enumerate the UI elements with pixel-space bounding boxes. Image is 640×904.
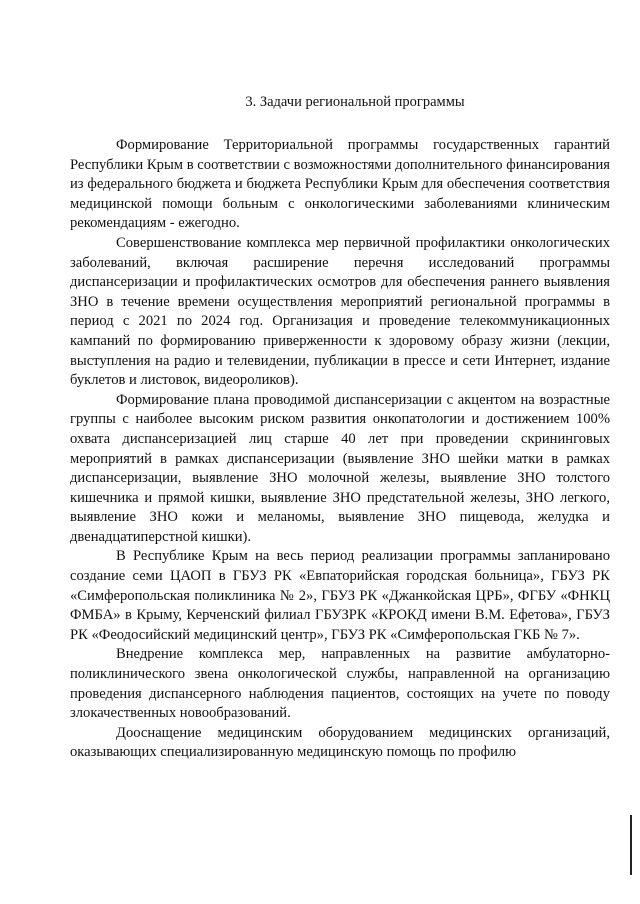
paragraph: Формирование Территориальной программы государственных гарантий Республики Крым в соответствии с возможностями дополнительного финансирования из федерального бюджета и бюджета Республики Крым для обеспечения соответствия медицинской помощи больным с онкологическими заболеваниями клиническим рекомендациям - ежегодно. xyxy=(70,137,610,232)
paragraph: Формирование плана проводимой диспансеризации с акцентом на возрастные группы с наиболее высоким риском развития онкопатологии и достижением 100% охвата диспансеризацией лиц старше 40 лет при проведении скрининговых мероприятий в рамках диспансеризации (выявление ЗНО шейки матки в рамках диспансеризации, выявление ЗНО молочной железы, выявление ЗНО толстого кишечника и прямой кишки, выявление ЗНО предстательной железы, ЗНО легкого, выявление ЗНО кожи и меланомы, выявление ЗНО пищевода, желудка и двенадцатиперстной кишки). xyxy=(70,391,610,545)
paragraph: Внедрение комплекса мер, направленных на развитие амбулаторно-поликлинического звена онкологической службы, направленной на организацию проведения диспансерного наблюдения пациентов, состоящих на учете по поводу злокачественных новообразований. xyxy=(70,646,610,722)
scan-artifact xyxy=(630,815,632,875)
paragraph: В Республике Крым на весь период реализации программы запланировано создание семи ЦАОП в ГБУЗ РК «Евпаторийская городская больница», ГБУЗ РК «Симферопольская поликлиника № 2», ГБУЗ РК «Джанкойская ЦРБ», ФГБУ «ФНКЦ ФМБА» в Крыму, Керченский филиал ГБУЗРК «КРОКД имени В.М. Ефетова», ГБУЗ РК «Феодосийский медицинский центр», ГБУЗ РК «Симферопольская ГКБ № 7». xyxy=(70,548,610,643)
section-heading: 3. Задачи региональной программы xyxy=(245,94,465,110)
document-body xyxy=(70,136,610,763)
paragraph: Дооснащение медицинским оборудованием медицинских организаций, оказывающих специализированную медицинскую помощь по профилю xyxy=(70,724,610,761)
paragraph: Совершенствование комплекса мер первичной профилактики онкологических заболеваний, включая расширение перечня исследований программы диспансеризации и профилактических осмотров для обеспечения раннего выявления ЗНО в течение времени осуществления мероприятий региональной программы в период с 2021 по 2024 год. Организация и проведение телекоммуникационных кампаний по формированию приверженности к здоровому образу жизни (лекции, выступления на радио и телевидении, публикации в прессе и сети Интернет, издание буклетов и листовок, видеороликов). xyxy=(70,234,610,389)
